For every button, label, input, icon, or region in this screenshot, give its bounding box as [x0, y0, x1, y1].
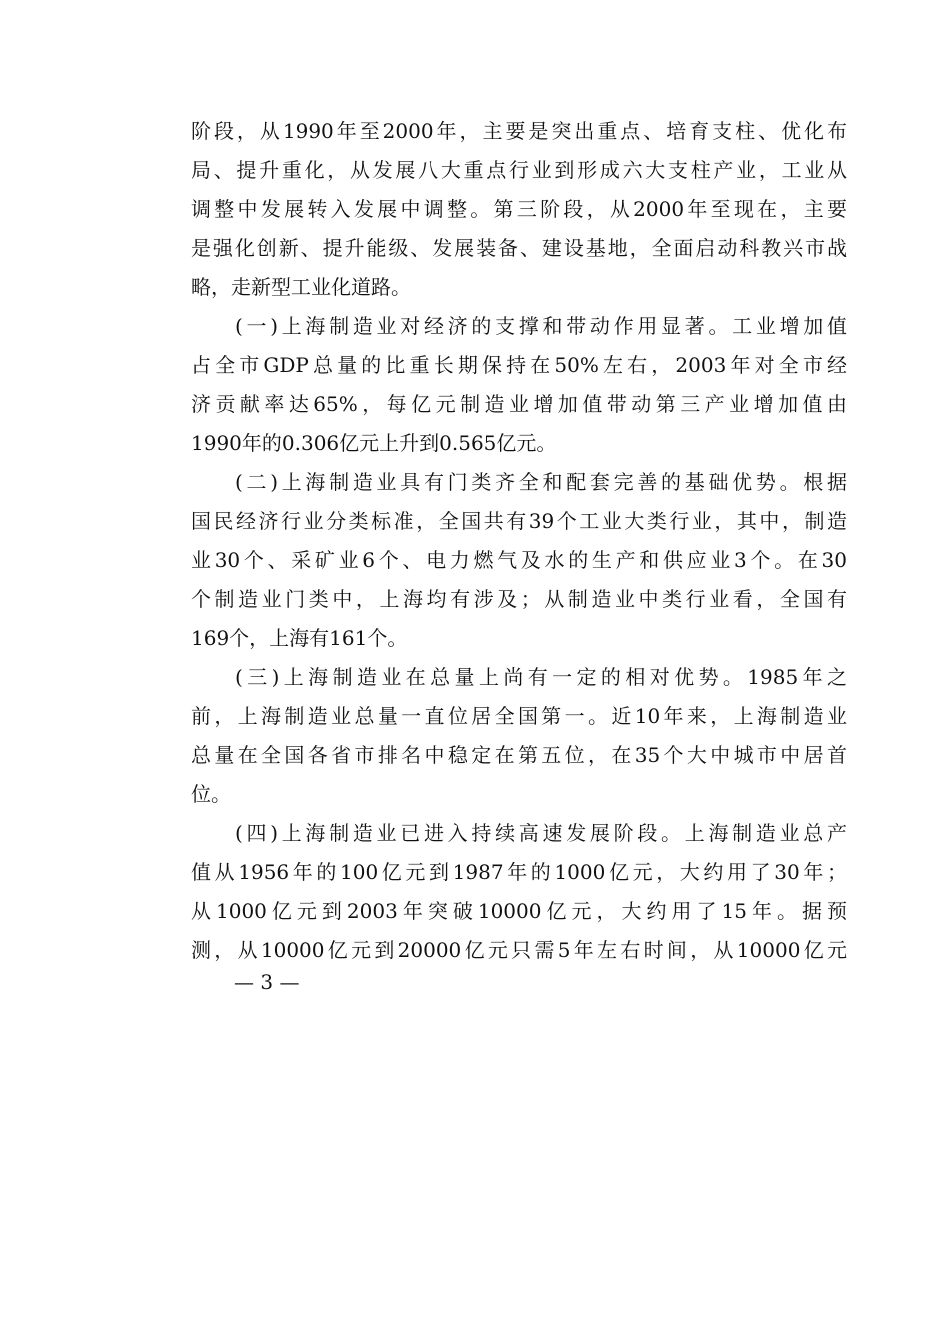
- text-line: 阶段，从1990年至2000年，主要是突出重点、培育支柱、优化布: [191, 119, 847, 143]
- text-line: 调整中发展转入发展中调整。第三阶段，从2000年至现在，主要: [191, 197, 847, 221]
- text-line: 169个，上海有161个。: [191, 626, 408, 650]
- text-line: (二)上海制造业具有门类齐全和配套完善的基础优势。根据: [235, 470, 847, 494]
- text-line: (三)上海制造业在总量上尚有一定的相对优势。1985年之: [235, 665, 847, 689]
- text-line: 济贡献率达65%，每亿元制造业增加值带动第三产业增加值由: [191, 392, 847, 416]
- text-line: 略，走新型工业化道路。: [191, 275, 411, 299]
- text-line: 个制造业门类中，上海均有涉及；从制造业中类行业看，全国有: [191, 587, 847, 611]
- paragraph-stages-continued: [191, 112, 847, 307]
- text-line: 占全市GDP总量的比重长期保持在50%左右，2003年对全市经: [191, 353, 847, 377]
- text-line: (四)上海制造业已进入持续高速发展阶段。上海制造业总产: [235, 821, 847, 845]
- paragraph-section-3: [191, 658, 847, 814]
- paragraph-section-4: [191, 814, 847, 970]
- paragraph-section-2: [191, 463, 847, 658]
- text-line: 1990年的0.306亿元上升到0.565亿元。: [191, 431, 557, 455]
- page-number: — 3 —: [234, 970, 300, 994]
- text-line: 局、提升重化，从发展八大重点行业到形成六大支柱产业，工业从: [191, 158, 847, 182]
- text-line: 业30个、采矿业6个、电力燃气及水的生产和供应业3个。在30: [191, 548, 847, 572]
- text-line: 国民经济行业分类标准，全国共有39个工业大类行业，其中，制造: [191, 509, 847, 533]
- text-line: 值从1956年的100亿元到1987年的1000亿元，大约用了30年；: [191, 860, 847, 884]
- text-line: 测，从10000亿元到20000亿元只需5年左右时间，从10000亿元: [191, 938, 847, 962]
- text-line: 总量在全国各省市排名中稳定在第五位，在35个大中城市中居首: [191, 743, 847, 767]
- body-text: [191, 112, 847, 970]
- text-line: 从1000亿元到2003年突破10000亿元，大约用了15年。据预: [191, 899, 847, 923]
- text-line: 位。: [191, 782, 231, 806]
- paragraph-section-1: [191, 307, 847, 463]
- text-line: 是强化创新、提升能级、发展装备、建设基地，全面启动科教兴市战: [191, 236, 847, 260]
- text-line: 前，上海制造业总量一直位居全国第一。近10年来，上海制造业: [191, 704, 847, 728]
- text-line: (一)上海制造业对经济的支撑和带动作用显著。工业增加值: [235, 314, 847, 338]
